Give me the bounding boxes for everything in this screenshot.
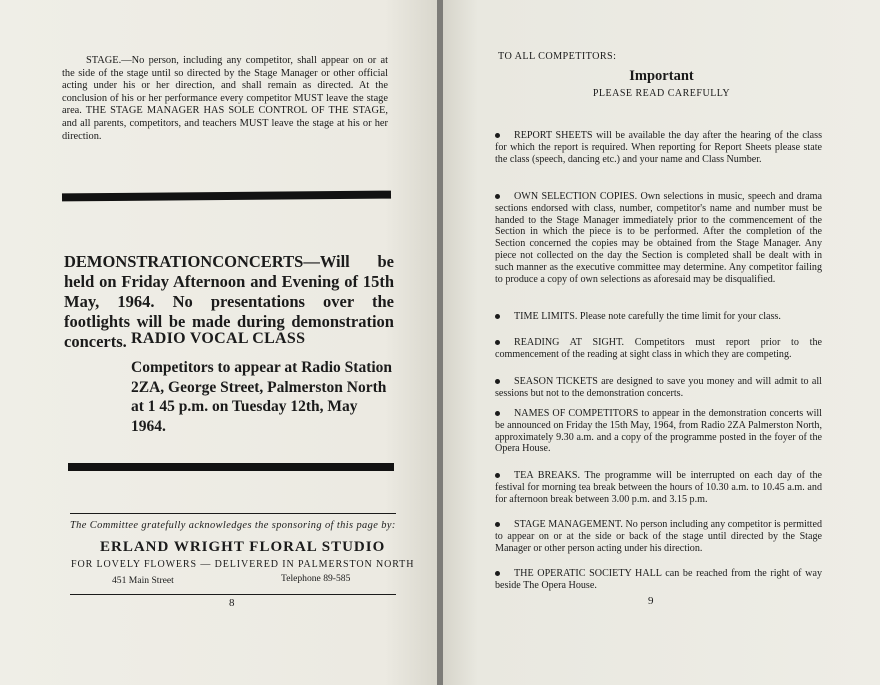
- notice-report-sheets: REPORT SHEETS will be available the day after the hearing of the class for which the report is required. When reporting for Report Sheets please state the class (speech, dancing etc.) and your name and Class Number.: [495, 130, 822, 165]
- bullet-icon: [495, 571, 500, 576]
- left-page: [0, 0, 437, 685]
- sponsor-tagline: FOR LOVELY FLOWERS — DELIVERED IN PALMERSTON NORTH: [71, 559, 415, 570]
- bullet-icon: [495, 411, 500, 416]
- demonstration-concerts-notice: DEMONSTRATIONCONCERTS—Will be held on Friday Afternoon and Evening of 15th May, 1964. No presentations over the footlights will be made during demonstration concerts.: [64, 252, 394, 351]
- page-number-left: 8: [229, 597, 235, 609]
- bullet-icon: [495, 522, 500, 527]
- stage-notice: STAGE.—No person, including any competitor, shall appear on or at the side of the stage until so directed by the Stage Manager or other official acting under his or her direction, and shall remain as directed. At the conclusion of his or her performance every competitor MUST leave the stage area. THE STAGE MANAGER HAS SOLE CONTROL OF THE STAGE, and all parents, competitors, and teachers MUST leave the stage at his or her direction.: [62, 55, 388, 142]
- divider-bar-top: [62, 191, 391, 202]
- important-heading: Important: [629, 68, 694, 84]
- notice-names-of-competitors: NAMES OF COMPETITORS to appear in the demonstration concerts will be announced on Friday the 15th May, 1964, from Radio 2ZA Palmerston North, approximately 9.30 a.m. and a copy of the programme posted in the foyer of the Opera House.: [495, 408, 822, 455]
- divider-bar-bottom: [68, 463, 394, 471]
- sponsor-rule-top: [70, 513, 396, 514]
- sponsor-address: 451 Main Street: [112, 575, 174, 586]
- bullet-icon: [495, 340, 500, 345]
- notice-stage-management: STAGE MANAGEMENT. No person including any competitor is permitted to appear on or at the side or back of the stage until directed by the Stage Manager or other person acting under his direction.: [495, 519, 822, 554]
- please-read-carefully: PLEASE READ CAREFULLY: [592, 88, 731, 99]
- right-page: [443, 0, 880, 685]
- notice-reading-at-sight: READING AT SIGHT. Competitors must report prior to the commencement of the reading at sight class in which they are competing.: [495, 337, 822, 360]
- page-number-right: 9: [648, 595, 654, 607]
- bullet-icon: [495, 473, 500, 478]
- sponsor-name: ERLAND WRIGHT FLORAL STUDIO: [100, 539, 386, 555]
- sponsor-acknowledgement: The Committee gratefully acknowledges the sponsoring of this page by:: [70, 520, 396, 531]
- to-all-competitors: TO ALL COMPETITORS:: [498, 51, 617, 62]
- bullet-icon: [495, 314, 500, 319]
- notice-tea-breaks: TEA BREAKS. The programme will be interrupted on each day of the festival for morning tea break between the hours of 10.30 a.m. to 10.45 a.m. and for afternoon break between 3.00 p.m. and 3.15 p.m.: [495, 470, 822, 505]
- bullet-icon: [495, 379, 500, 384]
- notice-time-limits: TIME LIMITS. Please note carefully the time limit for your class.: [495, 311, 822, 323]
- notice-season-tickets: SEASON TICKETS are designed to save you money and will admit to all sessions but not to the demonstration concerts.: [495, 376, 822, 399]
- notice-operatic-society-hall: THE OPERATIC SOCIETY HALL can be reached from the right of way beside The Opera House.: [495, 568, 822, 591]
- notice-own-selection-copies: OWN SELECTION COPIES. Own selections in music, speech and drama sections endorsed with class, number, competitor's name and number must be handed to the Stage Manager immediately prior to the commencement of the Section in which the piece is to be performed. After the completion of the Section concerned the copies may be obtained from the Stage Manager. Any piece not collected on the day the Section is completed shall be dealt with in such manner as the executive committee may determine. Any competitor failing to produce a copy of own selections as aforesaid may be disqualified.: [495, 191, 822, 285]
- bullet-icon: [495, 133, 500, 138]
- sponsor-rule-bottom: [70, 594, 396, 595]
- bullet-icon: [495, 194, 500, 199]
- sponsor-phone: Telephone 89-585: [281, 573, 351, 584]
- radio-vocal-class-text: Competitors to appear at Radio Station 2ZA, George Street, Palmerston North at 1 45 p.m. on Tuesday 12th, May 1964.: [131, 359, 393, 435]
- radio-vocal-class-heading: RADIO VOCAL CLASS: [131, 330, 306, 347]
